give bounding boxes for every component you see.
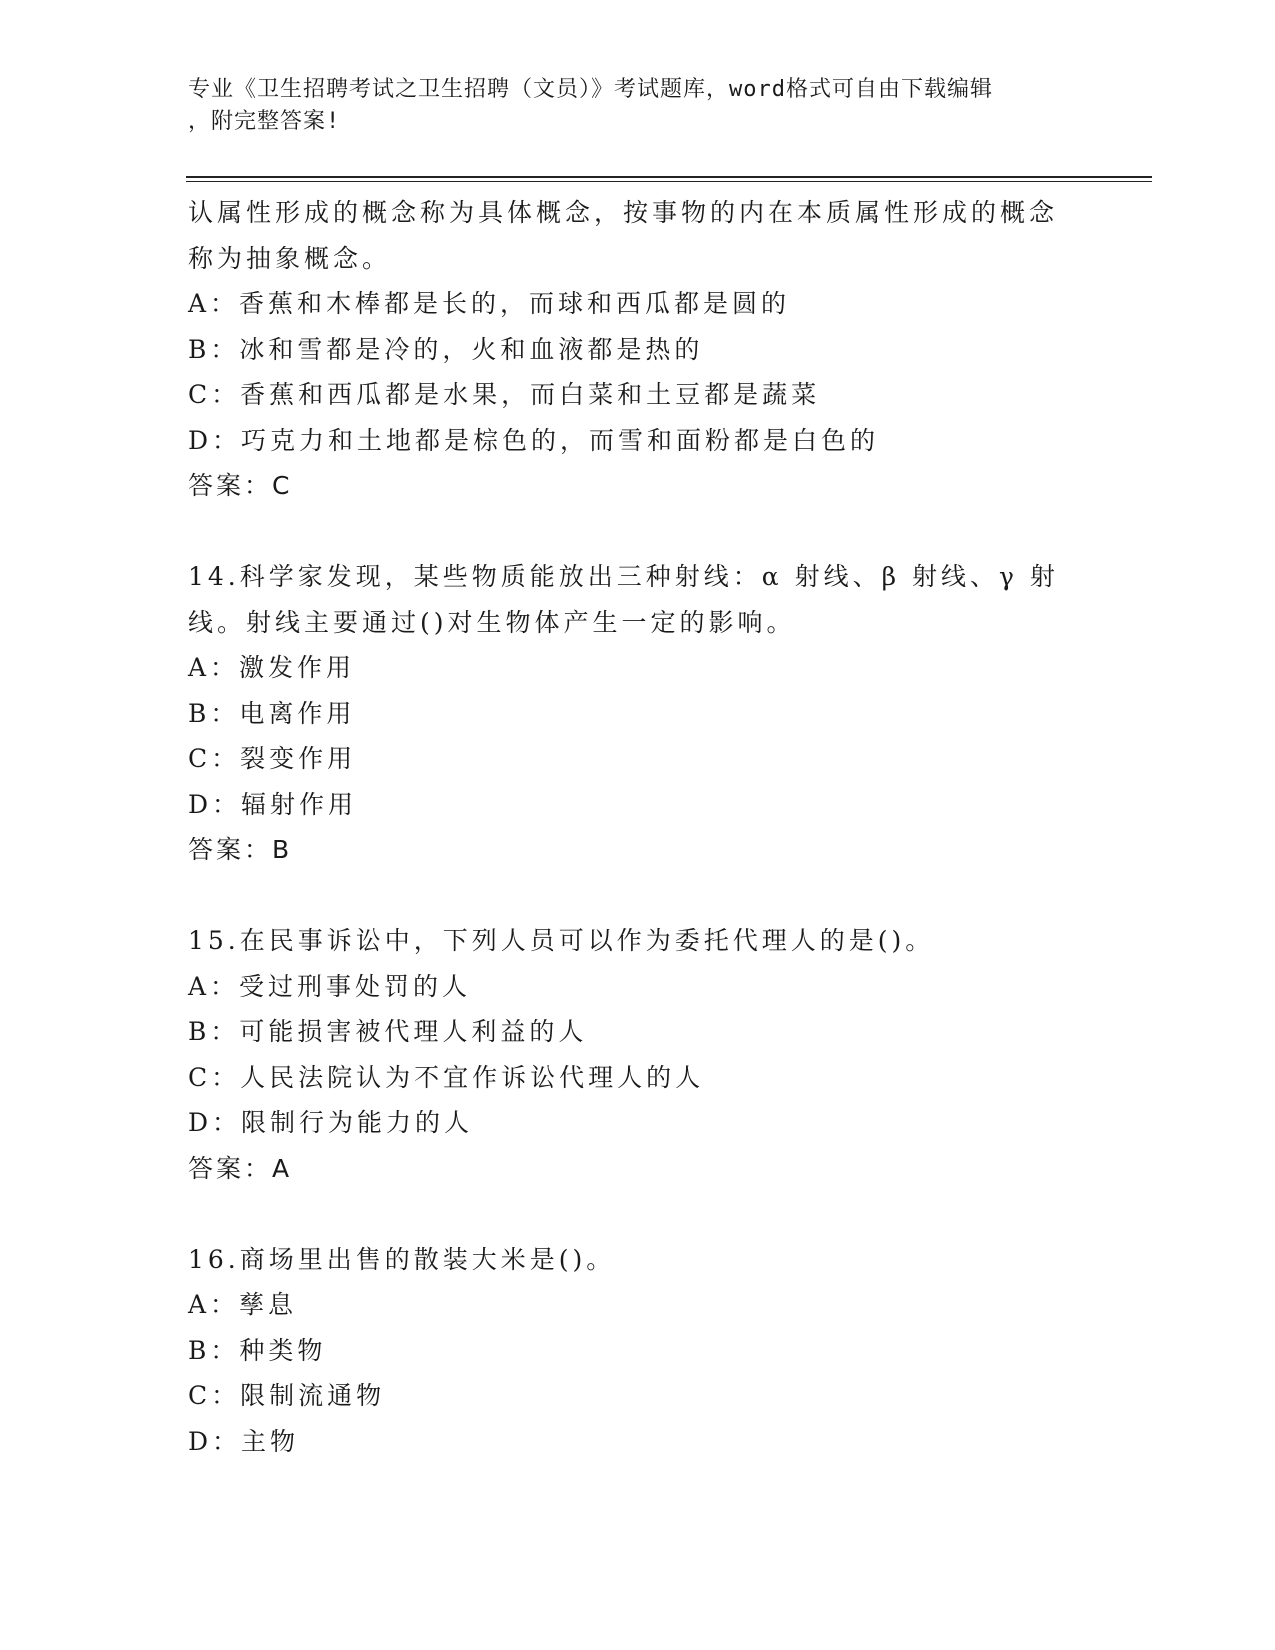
- question-stem-line: 称为抽象概念。: [188, 243, 392, 273]
- question-stem-line: 线。射线主要通过()对生物体产生一定的影响。: [188, 607, 796, 637]
- header-divider-thick: [186, 176, 1152, 178]
- option-c: C：限制流通物: [188, 1381, 386, 1410]
- header-divider-thin: [186, 181, 1152, 182]
- option-d: D：巧克力和土地都是棕色的，而雪和面粉都是白色的: [188, 425, 880, 455]
- option-c: C：人民法院认为不宜作诉讼代理人的人: [188, 1062, 705, 1092]
- header-line-2: ，附完整答案!: [188, 109, 341, 134]
- spacer: [188, 873, 1088, 919]
- option-a: A：香蕉和木棒都是长的，而球和西瓜都是圆的: [188, 289, 791, 318]
- question-stem-line: 认属性形成的概念称为具体概念，按事物的内在本质属性形成的概念: [188, 198, 1059, 227]
- spacer: [188, 1191, 1088, 1237]
- option-b: B：电离作用: [188, 698, 356, 728]
- answer-line: 答案：B: [188, 835, 293, 864]
- option-a: A：孳息: [188, 1290, 298, 1319]
- question-stem-line: 16.商场里出售的散装大米是()。: [188, 1244, 616, 1274]
- question-stem-line: 14.科学家发现，某些物质能放出三种射线：α 射线、β 射线、γ 射: [188, 562, 1059, 591]
- answer-line: 答案：A: [188, 1153, 293, 1183]
- question-15: [188, 918, 1088, 1191]
- option-d: D：主物: [188, 1426, 300, 1456]
- option-d: D：限制行为能力的人: [188, 1108, 474, 1137]
- question-14: [188, 554, 1088, 873]
- option-c: C：香蕉和西瓜都是水果，而白菜和土豆都是蔬菜: [188, 380, 821, 409]
- page-header: [188, 74, 1068, 138]
- question-13: [188, 190, 1088, 509]
- answer-line: 答案：C: [188, 471, 293, 500]
- spacer: [188, 509, 1088, 555]
- question-content: [188, 190, 1088, 1464]
- option-c: C：裂变作用: [188, 744, 357, 773]
- question-stem-line: 15.在民事诉讼中，下列人员可以作为委托代理人的是()。: [188, 926, 935, 955]
- option-b: B：种类物: [188, 1335, 327, 1365]
- option-a: A：受过刑事处罚的人: [188, 971, 472, 1001]
- option-a: A：激发作用: [188, 653, 356, 682]
- option-b: B：可能损害被代理人利益的人: [188, 1017, 588, 1046]
- option-b: B：冰和雪都是冷的，火和血液都是热的: [188, 334, 704, 364]
- question-16: [188, 1237, 1088, 1465]
- header-line-1: 专业《卫生招聘考试之卫生招聘（文员）》考试题库，word格式可自由下载编辑: [188, 77, 993, 102]
- option-d: D：辐射作用: [188, 789, 358, 819]
